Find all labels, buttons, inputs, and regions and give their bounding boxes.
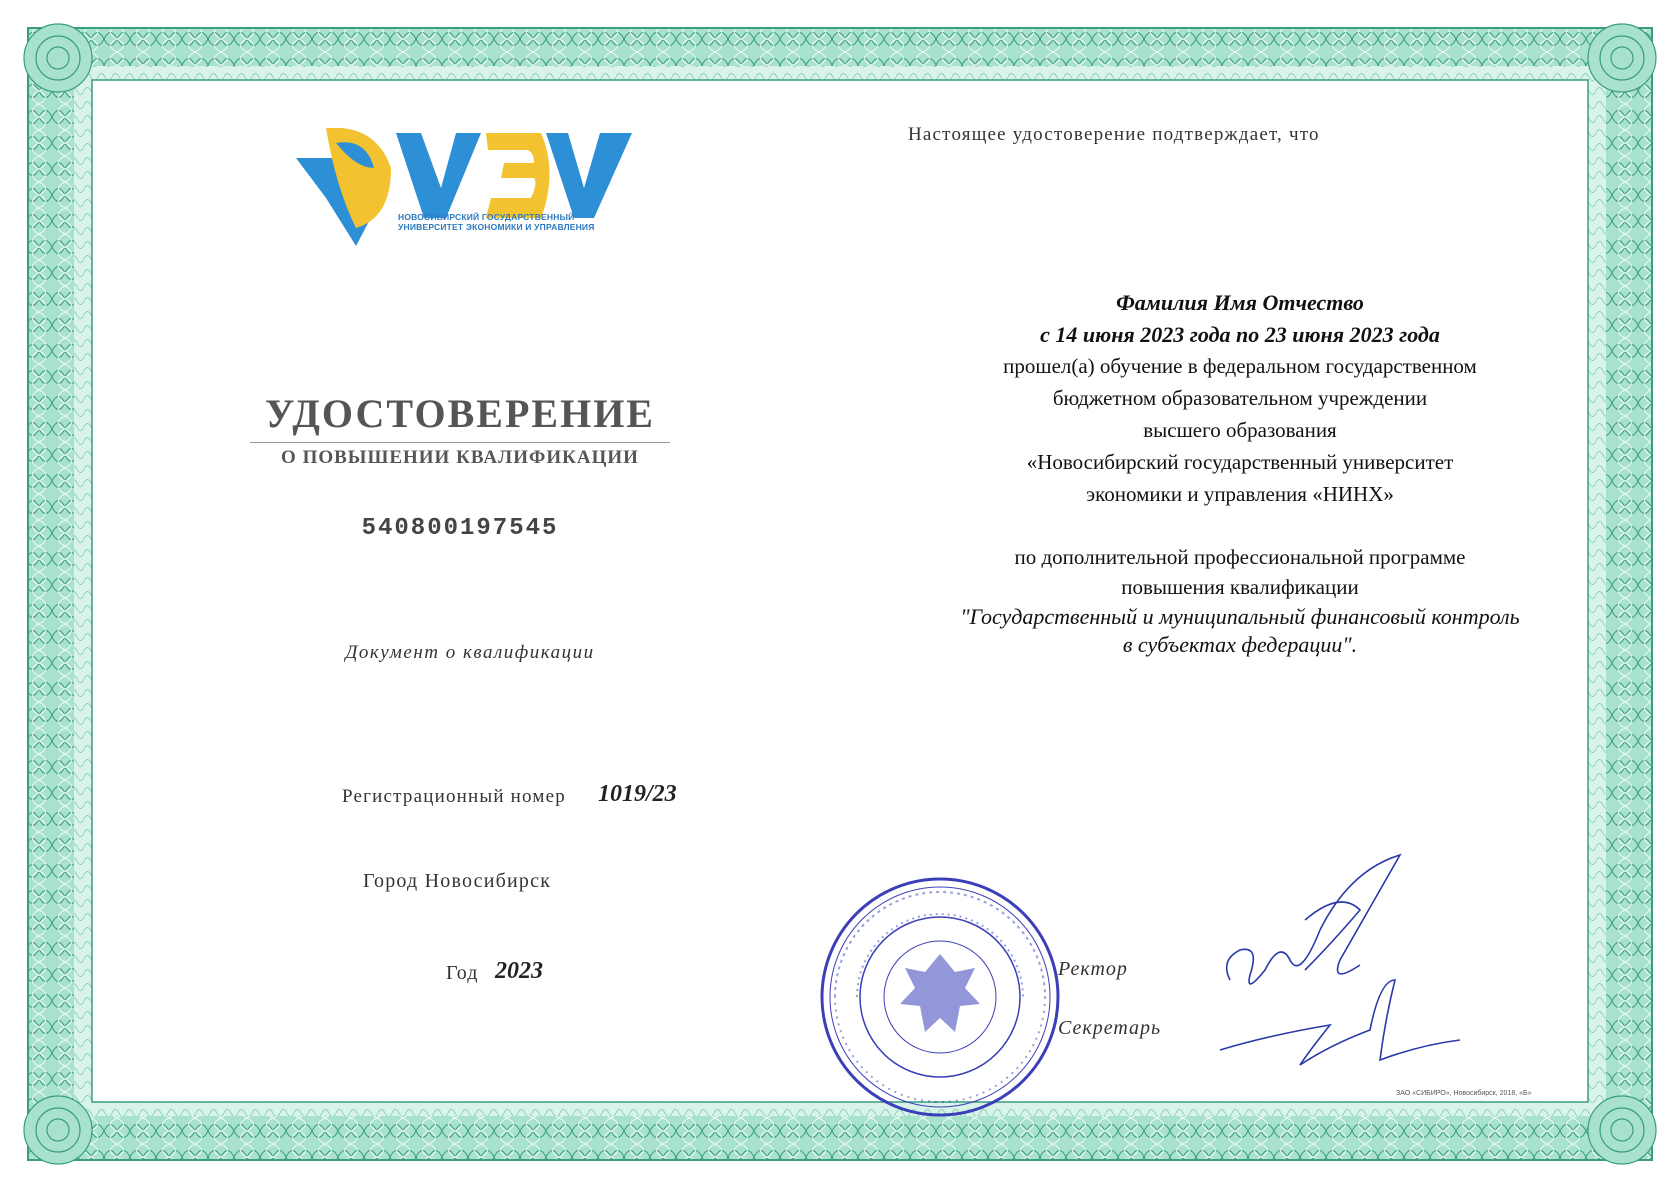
body-line-2: бюджетном образовательном учреждении <box>1052 386 1428 410</box>
program-line-2: повышения квалификации <box>1121 575 1359 599</box>
secretary-label: Секретарь <box>1058 1017 1162 1039</box>
logo-caption-line2: УНИВЕРСИТЕТ ЭКОНОМИКИ И УПРАВЛЕНИЯ <box>398 222 595 232</box>
holder-name: Фамилия Имя Отчество <box>1116 290 1364 315</box>
printer-mark: ЗАО «СИБИРО», Новосибирск, 2018, «Б» <box>1396 1090 1532 1097</box>
logo-caption-line1: НОВОСИБИРСКИЙ ГОСУДАРСТВЕННЫЙ <box>398 212 575 222</box>
certificate-subtitle: О ПОВЫШЕНИИ КВАЛИФИКАЦИИ <box>250 442 670 469</box>
logo-caption <box>398 212 608 232</box>
official-stamp <box>815 872 1065 1122</box>
confirmation-text: Настоящее удостоверение подтверждает, что <box>908 124 1320 145</box>
year-value: 2023 <box>495 958 543 984</box>
signatures <box>1210 850 1470 1090</box>
body-line-1: прошел(а) обучение в федеральном государственном <box>1003 354 1477 378</box>
program-title-2: в субъектах федерации". <box>1122 632 1358 657</box>
registration-number: 1019/23 <box>598 781 677 807</box>
body-line-3: высшего образования <box>1143 418 1337 442</box>
serial-number: 540800197545 <box>361 515 559 542</box>
document-kind: Документ о квалификации <box>345 642 595 663</box>
rector-label: Ректор <box>1058 958 1128 980</box>
certificate-title: УДОСТОВЕРЕНИЕ <box>265 391 655 436</box>
body-line-4: «Новосибирский государственный университет <box>1026 450 1454 474</box>
city: Город Новосибирск <box>363 870 552 892</box>
body-line-5: экономики и управления «НИНХ» <box>1086 482 1394 506</box>
year-label: Год <box>446 962 479 984</box>
program-line-1: по дополнительной профессиональной программе <box>1014 545 1466 569</box>
program-title-1: "Государственный и муниципальный финансовый контроль <box>960 604 1520 629</box>
registration-label: Регистрационный номер <box>342 786 566 807</box>
training-period: с 14 июня 2023 года по 23 июня 2023 года <box>1040 322 1440 347</box>
